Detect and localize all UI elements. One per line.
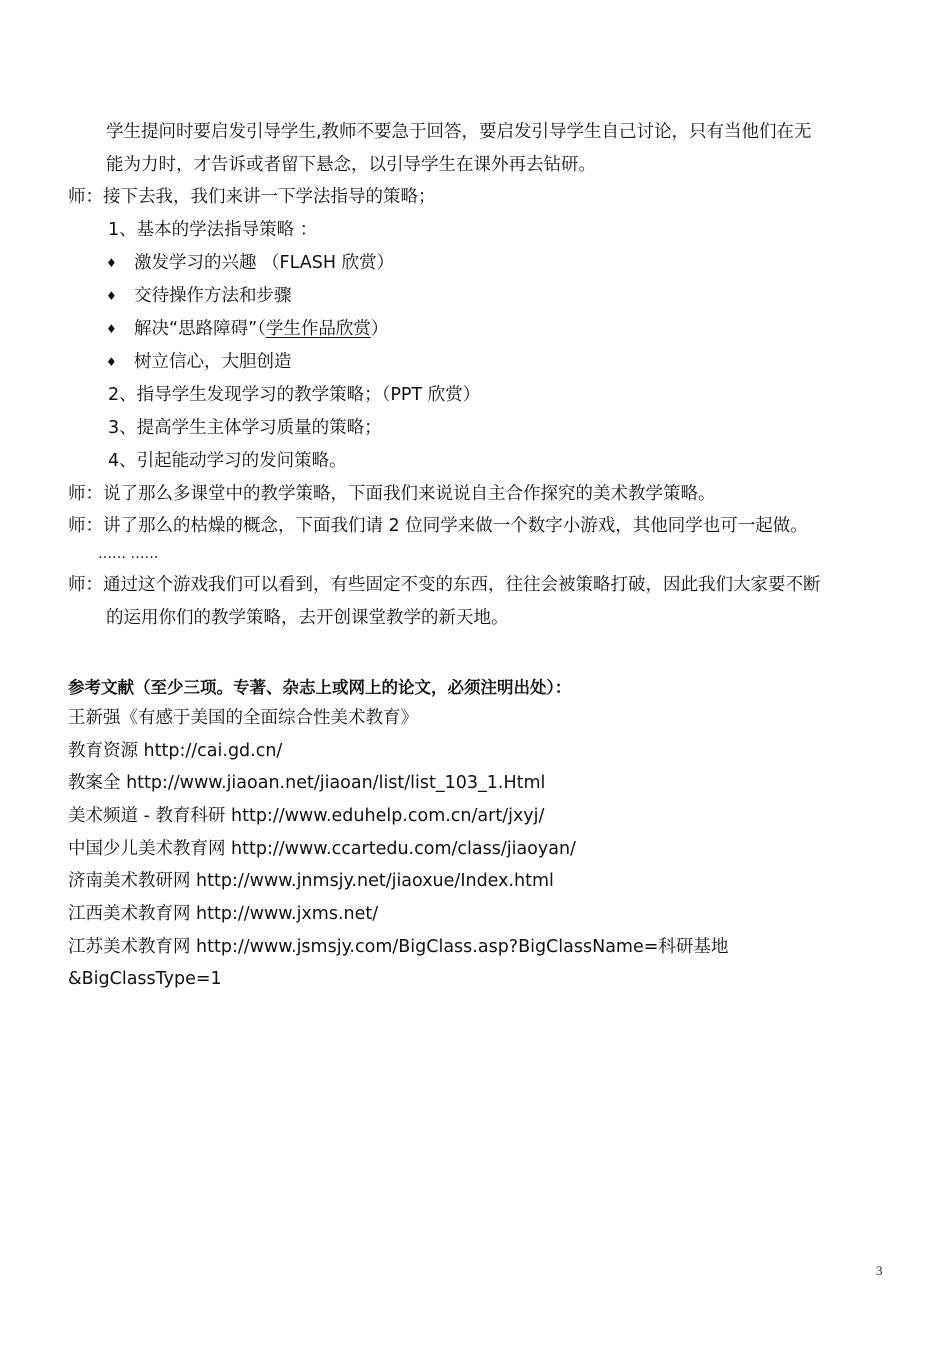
reference-item: 江西美术教育网 http://www.jxms.net/ xyxy=(68,904,379,924)
reference-item: 济南美术教研网 http://www.jnmsjy.net/jiaoxue/Index.html xyxy=(68,871,554,891)
student-work-link[interactable]: 学生作品欣赏 xyxy=(265,319,371,339)
reference-item: &BigClassType=1 xyxy=(68,969,222,989)
page-number: 3 xyxy=(876,1263,883,1278)
paragraph-line: 能为力时，才告诉或者留下悬念，以引导学生在课外再去钻研。 xyxy=(106,155,596,175)
numbered-item: 4、引起能动学习的发问策略。 xyxy=(108,451,347,471)
numbered-item: 2、指导学生发现学习的教学策略；（PPT 欣赏） xyxy=(108,385,481,405)
ellipsis: …… …… xyxy=(98,546,159,562)
numbered-item: 1、基本的学法指导策略 ： xyxy=(108,220,318,240)
teacher-line: 师：说了那么多课堂中的教学策略，下面我们来说说自主合作探究的美术教学策略。 xyxy=(68,484,716,504)
bullet-item xyxy=(106,284,292,308)
bullet-item xyxy=(106,350,292,374)
teacher-line: 师：通过这个游戏我们可以看到，有些固定不变的东西，往往会被策略打破，因此我们大家要不断 xyxy=(68,575,821,595)
diamond-bullet-icon: ♦ xyxy=(106,322,117,336)
reference-item: 教育资源 http://cai.gd.cn/ xyxy=(68,741,283,761)
bullet-item xyxy=(106,251,394,275)
reference-item: 教案全 http://www.jiaoan.net/jiaoan/list/list_103_1.Html xyxy=(68,773,546,793)
paragraph-line: 学生提问时要启发引导学生,教师不要急于回答，要启发引导学生自己讨论，只有当他们在无 xyxy=(106,122,812,142)
numbered-item: 3、提高学生主体学习质量的策略； xyxy=(108,418,382,438)
bullet-item xyxy=(106,317,388,341)
reference-item: 江苏美术教育网 http://www.jsmsjy.com/BigClass.asp?BigClassName=科研基地 xyxy=(68,937,729,957)
references-heading: 参考文献（至少三项。专著、杂志上或网上的论文，必须注明出处）： xyxy=(68,678,572,697)
paragraph-line: 的运用你们的教学策略，去开创课堂教学的新天地。 xyxy=(106,608,509,628)
reference-item: 中国少儿美术教育网 http://www.ccartedu.com/class/jiaoyan/ xyxy=(68,839,576,859)
bullet-text: 树立信心，大胆创造 xyxy=(134,352,292,372)
teacher-line: 师：接下去我，我们来讲一下学法指导的策略； xyxy=(68,187,436,207)
reference-item: 王新强《有感于美国的全面综合性美术教育》 xyxy=(68,708,418,728)
diamond-bullet-icon: ♦ xyxy=(106,256,117,270)
bullet-text: 交待操作方法和步骤 xyxy=(134,286,292,306)
bullet-text-suffix: ） xyxy=(370,319,389,339)
teacher-line: 师：讲了那么的枯燥的概念，下面我们请 2 位同学来做一个数字小游戏，其他同学也可一起做。 xyxy=(68,516,808,536)
bullet-text: 激发学习的兴趣 （FLASH 欣赏） xyxy=(134,253,395,273)
bullet-text: 解决“思路障碍”（ xyxy=(134,319,266,339)
diamond-bullet-icon: ♦ xyxy=(106,355,117,369)
reference-item: 美术频道 - 教育科研 http://www.eduhelp.com.cn/art/jxyj/ xyxy=(68,806,545,826)
diamond-bullet-icon: ♦ xyxy=(106,289,117,303)
